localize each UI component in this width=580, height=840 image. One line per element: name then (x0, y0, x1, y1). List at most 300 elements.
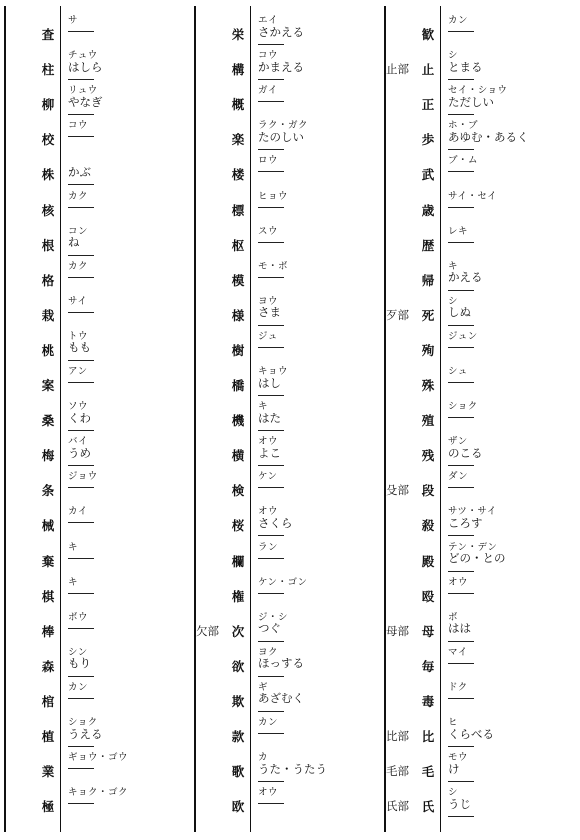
column-1 (6, 0, 196, 840)
answer-underline (258, 347, 284, 348)
kanji-character: 械 (41, 518, 55, 534)
kanji-character: 柳 (41, 97, 55, 113)
kanji-entry (196, 14, 386, 49)
reading-cell (258, 507, 293, 529)
on-reading: セイ・ショウ (448, 85, 508, 97)
on-reading: キョウ (258, 366, 289, 377)
on-reading: オウ (258, 506, 279, 518)
kun-reading: はしら (68, 59, 103, 74)
kanji-character: 欺 (231, 693, 245, 709)
answer-underline (68, 136, 94, 137)
kanji-character: 森 (41, 658, 55, 674)
kanji-character: 毛 (421, 764, 435, 780)
kun-reading: あゆむ・あるく (448, 129, 529, 144)
answer-underline (448, 347, 474, 348)
kanji-entry (386, 646, 576, 681)
reading-cell (68, 121, 88, 131)
reading-cell (448, 227, 468, 237)
reading-cell (448, 718, 494, 740)
reading-cell (258, 332, 278, 342)
kanji-entry (386, 295, 576, 330)
kanji-entry (386, 119, 576, 154)
kanji-character: 殖 (421, 413, 435, 429)
answer-underline (448, 746, 474, 747)
answer-underline (258, 465, 284, 466)
on-reading: ギ (258, 681, 269, 693)
on-reading: マイ (448, 646, 468, 658)
kanji-entry (6, 541, 196, 576)
reading-cell (448, 86, 508, 108)
reading-cell (448, 262, 483, 284)
answer-underline (258, 395, 284, 396)
answer-underline (448, 325, 474, 326)
kanji-character: 桑 (41, 413, 55, 429)
kanji-entry (196, 435, 386, 470)
reading-cell (68, 297, 87, 307)
kanji-entry (386, 154, 576, 189)
kanji-entry (386, 681, 576, 716)
kanji-character: 権 (231, 588, 245, 604)
answer-underline (448, 535, 474, 536)
answer-underline (68, 768, 94, 769)
on-reading: キ (68, 541, 79, 553)
kun-reading: さくら (258, 515, 293, 530)
reading-cell (448, 578, 468, 588)
kanji-character: 母 (421, 623, 435, 639)
answer-underline (68, 593, 94, 594)
kun-reading: あざむく (258, 691, 304, 706)
kanji-entry (196, 400, 386, 435)
answer-underline (258, 277, 284, 278)
kun-reading: うめ (68, 445, 91, 460)
on-reading: バイ (68, 436, 89, 448)
kanji-entry (196, 576, 386, 611)
on-reading: モウ (448, 752, 469, 764)
reading-cell (68, 367, 88, 377)
radical-label: 氏部 (386, 799, 409, 814)
answer-underline (68, 676, 94, 677)
answer-underline (68, 360, 94, 361)
kanji-entry (386, 49, 576, 84)
kanji-entry (196, 330, 386, 365)
kun-reading: ただしい (448, 94, 494, 109)
kanji-entry (6, 751, 196, 786)
kanji-entry (196, 365, 386, 400)
kanji-entry (386, 330, 576, 365)
answer-underline (258, 44, 284, 45)
kanji-entry (386, 751, 576, 786)
kanji-entry (386, 541, 576, 576)
reading-cell (68, 437, 91, 459)
answer-underline (258, 593, 284, 594)
on-reading: シ (448, 50, 459, 62)
on-reading: キ (258, 401, 269, 413)
on-reading: リュウ (68, 85, 98, 97)
kanji-entry (386, 400, 576, 435)
kanji-character: 栽 (41, 307, 55, 323)
kanji-character: 楽 (231, 132, 245, 148)
kanji-character: 検 (231, 483, 245, 499)
kanji-entry (6, 260, 196, 295)
reading-cell (258, 437, 281, 459)
reading-cell (68, 156, 91, 178)
kanji-entry (6, 119, 196, 154)
reading-cell (448, 192, 497, 202)
on-reading: カン (448, 15, 469, 26)
reading-cell (258, 262, 288, 272)
kanji-character: 殿 (421, 553, 435, 569)
kanji-entry (386, 435, 576, 470)
kanji-character: 横 (231, 448, 245, 464)
kanji-character: 次 (231, 623, 245, 639)
kanji-entry (196, 225, 386, 260)
answer-underline (448, 31, 474, 32)
radical-label: 止部 (386, 62, 409, 77)
answer-underline (258, 149, 284, 150)
kanji-entry (386, 14, 576, 49)
reading-cell (68, 788, 128, 798)
reading-cell (68, 648, 91, 670)
radical-label: 殳部 (386, 483, 409, 498)
kanji-entry (196, 260, 386, 295)
reading-cell (258, 788, 278, 798)
kanji-entry (6, 190, 196, 225)
kanji-character: 核 (41, 202, 55, 218)
kanji-character: 殺 (421, 518, 435, 534)
kanji-character: 欄 (231, 553, 245, 569)
kun-reading: もも (68, 340, 91, 355)
answer-underline (258, 803, 284, 804)
reading-cell (258, 683, 304, 705)
answer-underline (258, 711, 284, 712)
kanji-entry (386, 576, 576, 611)
reading-cell (68, 578, 78, 588)
on-reading: コン (68, 225, 89, 237)
answer-underline (68, 465, 94, 466)
reading-cell (448, 402, 478, 412)
kanji-entry (196, 541, 386, 576)
reading-cell (448, 472, 468, 482)
kanji-character: 橋 (231, 378, 245, 393)
reading-cell (258, 227, 278, 237)
reading-cell (448, 543, 506, 565)
kanji-character: 校 (41, 132, 55, 148)
answer-underline (448, 242, 474, 243)
on-reading: オウ (258, 787, 279, 799)
reading-cell (68, 192, 88, 202)
reading-cell (448, 753, 468, 775)
kanji-character: 機 (231, 413, 245, 429)
answer-underline (448, 290, 474, 291)
kanji-character: 殊 (421, 378, 435, 393)
kanji-entry (6, 646, 196, 681)
kun-reading: はは (448, 621, 471, 636)
reading-cell (258, 297, 281, 319)
kanji-character: 毎 (421, 658, 435, 674)
radical-label: 比部 (386, 729, 409, 743)
on-reading: カク (68, 190, 89, 202)
answer-underline (68, 698, 94, 699)
on-reading: コウ (258, 50, 279, 62)
reading-cell (68, 718, 103, 740)
kanji-character: 概 (231, 97, 245, 113)
kanji-character: 標 (231, 202, 245, 218)
answer-underline (448, 487, 474, 488)
answer-underline (448, 382, 474, 383)
kanji-entry (6, 505, 196, 540)
reading-cell (448, 16, 468, 26)
kanji-entry (386, 260, 576, 295)
kanji-entry (6, 365, 196, 400)
on-reading: サツ・サイ (448, 506, 497, 518)
kanji-character: 棒 (41, 623, 55, 639)
kun-reading: はた (258, 410, 281, 425)
answer-underline (258, 535, 284, 536)
kanji-entry (6, 400, 196, 435)
on-reading: ドク (448, 681, 468, 693)
answer-underline (68, 487, 94, 488)
on-reading: サ (68, 15, 79, 26)
kanji-entry (6, 49, 196, 84)
kanji-entry (196, 505, 386, 540)
kanji-entry (386, 190, 576, 225)
answer-underline (68, 430, 94, 431)
kanji-character: 棺 (41, 693, 55, 709)
reading-cell (448, 297, 471, 319)
on-reading: コウ (68, 120, 89, 132)
reading-cell (258, 578, 308, 588)
kun-reading: さま (258, 305, 281, 320)
on-reading: モ・ボ (258, 260, 289, 272)
kanji-character: 業 (41, 764, 55, 780)
radical-label: 欠部 (196, 623, 219, 638)
on-reading: ギョウ・ゴウ (68, 752, 129, 764)
kanji-entry (386, 611, 576, 646)
kun-reading: かぶ (68, 164, 91, 179)
kanji-character: 帰 (421, 272, 435, 288)
kun-reading: はし (258, 375, 281, 390)
reading-cell (258, 543, 278, 553)
kanji-entry (386, 470, 576, 505)
radical-label: 歹部 (386, 307, 409, 322)
answer-underline (448, 571, 474, 572)
on-reading: ヨウ (258, 295, 279, 307)
kanji-character: 死 (421, 307, 435, 323)
on-reading: ジュン (448, 330, 478, 342)
answer-underline (68, 558, 94, 559)
on-reading: ラク・ガク (258, 120, 309, 132)
answer-underline (448, 417, 474, 418)
on-reading: ショク (448, 401, 478, 413)
reading-cell (258, 192, 288, 202)
reading-cell (68, 332, 91, 354)
reading-cell (258, 86, 278, 96)
kun-reading: ね (68, 235, 80, 250)
kanji-character: 殴 (421, 588, 435, 604)
reading-cell (448, 507, 497, 529)
answer-underline (258, 325, 284, 326)
answer-underline (258, 101, 284, 102)
answer-underline (448, 79, 474, 80)
answer-underline (68, 79, 94, 80)
reading-cell (258, 402, 281, 424)
reading-cell (68, 507, 88, 517)
on-reading: オウ (448, 576, 469, 588)
reading-cell (68, 753, 128, 763)
kanji-entry (386, 716, 576, 751)
kanji-character: 段 (421, 483, 435, 499)
reading-cell (258, 51, 304, 73)
kanji-entry (6, 576, 196, 611)
answer-underline (258, 641, 284, 642)
on-reading: カン (258, 717, 279, 728)
on-reading: ガイ (258, 85, 278, 97)
answer-underline (258, 171, 284, 172)
kanji-character: 栄 (231, 27, 245, 42)
column-2 (196, 0, 386, 840)
kanji-entry (196, 681, 386, 716)
kanji-entry (196, 470, 386, 505)
reading-cell (448, 437, 483, 459)
kanji-entry (386, 786, 576, 821)
answer-underline (68, 184, 94, 185)
kanji-character: 楼 (231, 167, 245, 183)
kun-reading: うた・うたう (258, 761, 327, 776)
kanji-character: 構 (231, 62, 245, 78)
on-reading: エイ (258, 15, 279, 26)
reading-cell (448, 788, 471, 810)
on-reading: ジョウ (68, 471, 98, 483)
answer-underline (68, 803, 94, 804)
on-reading: ヒ (448, 717, 459, 728)
on-reading: ショク (68, 717, 98, 728)
reading-cell (448, 613, 471, 635)
kun-reading: もり (68, 656, 91, 671)
kanji-entry (6, 611, 196, 646)
on-reading: カン (68, 681, 89, 693)
reading-cell (448, 648, 468, 658)
reading-cell (448, 121, 529, 143)
kanji-entry (196, 119, 386, 154)
kanji-entry (6, 154, 196, 189)
answer-underline (68, 255, 94, 256)
kanji-character: 歩 (421, 132, 435, 148)
answer-underline (68, 628, 94, 629)
answer-underline (68, 31, 94, 32)
answer-underline (448, 593, 474, 594)
kanji-character: 模 (231, 272, 245, 288)
kun-reading: ころす (448, 515, 483, 530)
kanji-character: 株 (41, 167, 55, 183)
answer-underline (448, 465, 474, 466)
kanji-character: 残 (421, 448, 435, 464)
on-reading: ロウ (258, 155, 279, 167)
on-reading: ダン (448, 471, 469, 483)
answer-underline (448, 816, 474, 817)
kanji-entry (386, 365, 576, 400)
reading-cell (258, 718, 278, 728)
on-reading: オウ (258, 436, 279, 448)
kanji-entry (196, 295, 386, 330)
kanji-character: 歴 (421, 237, 435, 253)
on-reading: ヨク (258, 646, 279, 658)
kun-reading: け (448, 761, 460, 776)
kanji-entry (196, 190, 386, 225)
kanji-character: 植 (41, 729, 55, 744)
reading-cell (68, 683, 88, 693)
kanji-character: 棄 (41, 553, 55, 569)
on-reading: シュ (448, 366, 468, 377)
radical-label: 母部 (386, 623, 409, 638)
reading-cell (258, 753, 327, 775)
kun-reading: のこる (448, 445, 483, 460)
answer-underline (448, 207, 474, 208)
reading-cell (258, 613, 288, 635)
on-reading: キョク・ゴク (68, 787, 129, 799)
on-reading: キ (448, 260, 459, 272)
kanji-character: 極 (41, 799, 55, 815)
kanji-entry (6, 435, 196, 470)
on-reading: サイ・セイ (448, 190, 498, 202)
answer-underline (68, 312, 94, 313)
kanji-character: 柱 (41, 62, 55, 78)
kanji-character: 毒 (421, 693, 435, 709)
on-reading: カ (258, 752, 269, 764)
answer-underline (448, 641, 474, 642)
kanji-entry (196, 751, 386, 786)
reading-cell (258, 648, 304, 670)
reading-cell (68, 262, 88, 272)
kanji-character: 条 (41, 483, 55, 499)
kanji-entry (196, 646, 386, 681)
kanji-entry (6, 84, 196, 119)
kanji-entry (6, 470, 196, 505)
on-reading: ラン (258, 541, 279, 553)
on-reading: ブ・ム (448, 155, 479, 167)
reading-cell (68, 402, 91, 424)
kanji-entry (6, 681, 196, 716)
on-reading: ザン (448, 436, 468, 448)
on-reading: チュウ (68, 50, 98, 62)
kanji-character: 欲 (231, 658, 245, 674)
reading-cell (258, 16, 304, 38)
kun-reading: くわ (68, 410, 91, 425)
reading-cell (258, 121, 308, 143)
answer-underline (258, 79, 284, 80)
reading-cell (68, 543, 78, 553)
kanji-character: 根 (41, 237, 55, 253)
reading-cell (68, 227, 88, 249)
kun-reading: やなぎ (68, 94, 103, 109)
kanji-entry (386, 505, 576, 540)
kanji-entry (386, 84, 576, 119)
on-reading: アン (68, 366, 88, 377)
kanji-character: 款 (231, 729, 245, 744)
kun-reading: かえる (448, 270, 483, 285)
kanji-character: 武 (421, 167, 435, 183)
answer-underline (448, 149, 474, 150)
on-reading: シ (448, 787, 459, 799)
kun-reading: どの・との (448, 551, 506, 565)
answer-underline (68, 382, 94, 383)
kanji-character: 止 (421, 62, 435, 78)
kanji-entry (6, 786, 196, 821)
reading-cell (68, 51, 103, 73)
reading-cell (448, 367, 468, 377)
kanji-character: 梅 (41, 448, 55, 464)
kun-reading: たのしい (258, 129, 304, 144)
on-reading: ケン・ゴン (258, 576, 308, 588)
